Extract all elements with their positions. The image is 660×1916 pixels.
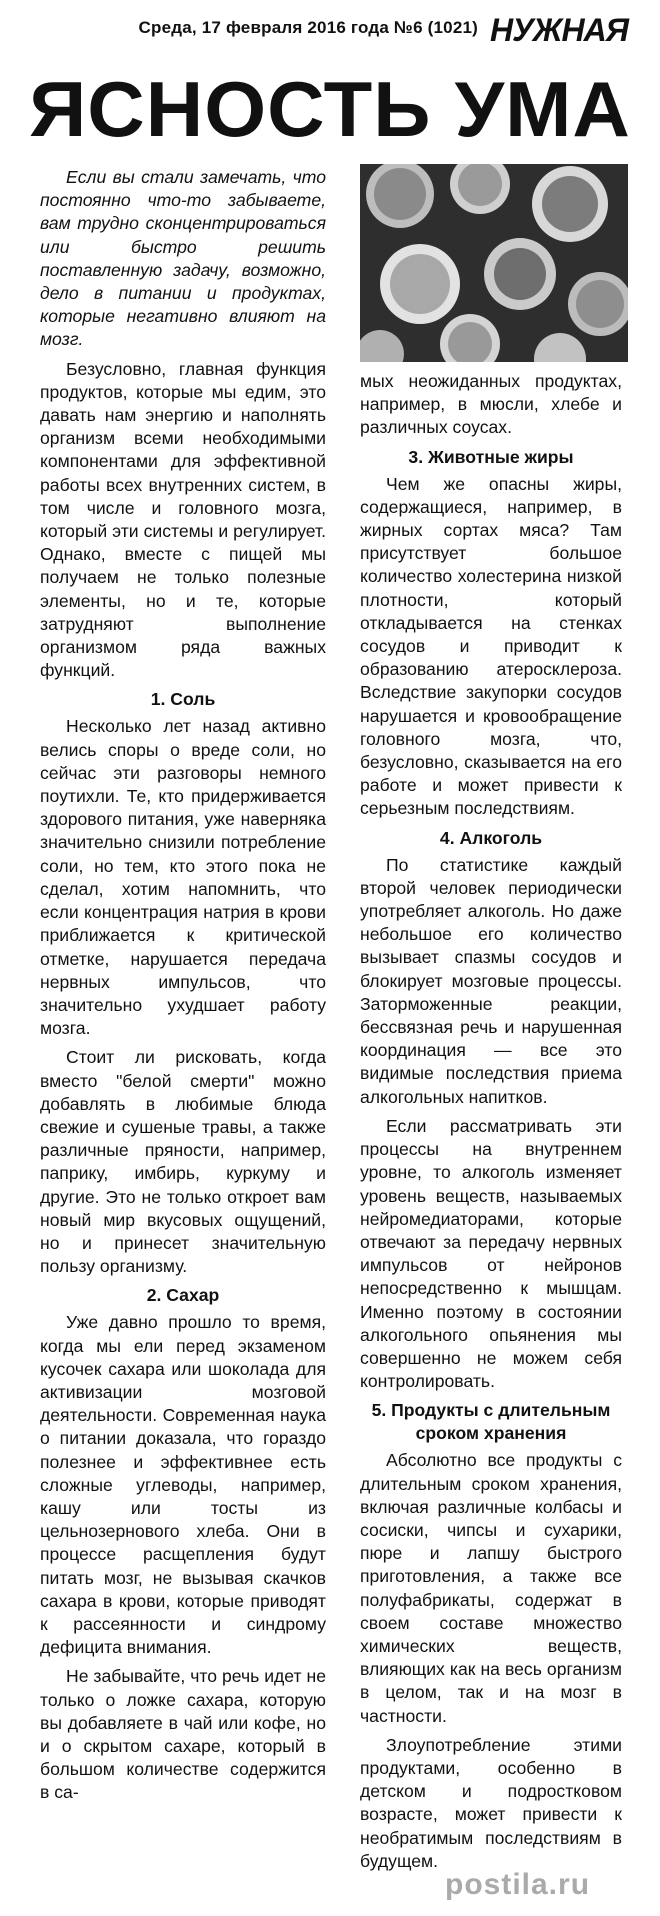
newspaper-logo — [490, 8, 640, 50]
article-intro: Безусловно, главная функция продуктов, которые мы едим, это давать нам энергию и наполнять организм всеми необходимыми компонентами для эффективной работы всех внутренних систем, в том числе и головного мозга, который эти системы и регулирует. Однако, вместе с пищей мы получаем не только полезные элементы, но и те, которые затрудняют выполнение организмом ряда важных функций. — [40, 358, 326, 681]
section-heading-salt: 1. Соль — [150, 689, 216, 710]
issue-date: Среда, 17 февраля 2016 года №6 (1021) — [138, 18, 478, 37]
column-left — [40, 166, 326, 1811]
paragraph: Стоит ли рисковать, когда вместо "белой смерти" можно добавлять в любимые блюда свежие и сушеные травы, а также различные пряности, например, паприку, имбирь, куркуму и другие. Это не только откроет вам новый мир вкусовых ощущений, но и принесет значительную пользу организму. — [40, 1047, 326, 1277]
paragraph-continued: мых неожиданных продуктах, например, в мюсли, хлебе и различных соусах. — [360, 371, 622, 438]
section-heading-fats: 3. Животные жиры — [408, 446, 574, 467]
paragraph: Злоупотребление этими продуктами, особенно в детском и подростковом возрасте, может привести к необратимым последствиям в будущем. — [360, 1734, 622, 1871]
paragraph: Если рассматривать эти процессы на внутреннем уровне, то алкоголь изменяет уровень веществ, называемых нейромедиаторами, которые отвечают за передачу нервных импульсов от нейронов непосредственно к мышцам. Именно поэтому в состоянии алкогольного опьянения мы совершенно не можем себя контролировать. — [360, 1115, 622, 1392]
section-heading-long-shelf-life: 5. Продукты с длительным сроком хранения — [371, 1400, 611, 1444]
paragraph: Абсолютно все продукты с длительным сроком хранения, включая различные колбасы и сосиски, чипсы и сухарики, пюре и лапшу быстрого приготовления, а также все полуфабрикаты, содержат в своем составе множество химических веществ, влияющих как на весь организм в целом, так и на мозг в частности. — [360, 1450, 622, 1726]
paragraph: По статистике каждый второй человек периодически употребляет алкоголь. Но даже небольшое его количество вызывает спазмы сосудов и блокирует мозговые процессы. Заторможенные реакции, бессвязная речь и нарушенная координация — все это видимые последствия приема алкогольных напитков. — [360, 854, 622, 1107]
article-title: ЯСНОСТЬ УМА — [29, 65, 631, 153]
section-heading-sugar: 2. Сахар — [146, 1285, 220, 1306]
newspaper-name: НУЖНАЯ — [490, 12, 628, 48]
paragraph: Несколько лет назад активно велись споры о вреде соли, но сейчас эти разговоры немного поутихли. Те, кто придерживается здорового питания, уже наверняка значительно снизили потребление соли, но тем, кто этого пока не сделал, хотим напомнить, что если концентрация натрия в крови приближается к критической отметке, нарушается передача нервных импульсов, что значительно ухудшает работу мозга. — [40, 716, 326, 1039]
paragraph: Чем же опасны жиры, содержащиеся, например, в жирных сортах мяса? Там присутствует большое количество холестерина низкой плотности, который откладывается на стенках сосудов и приводит к образованию атеросклероза. Вследствие закупорки сосудов нарушается и кровообращение головного мозга, что, безусловно, сказывается на его работе и может привести к серьезным последствиям. — [360, 473, 622, 819]
watermark-logo: postila.ru — [445, 1868, 591, 1901]
paragraph: Уже давно прошло то время, когда мы ели перед экзаменом кусочек сахара или шоколада для активизации мозговой деятельности. Современная наука о питании доказала, что гораздо полезнее и эффективнее есть сложные углеводы, например, кашу или тосты из цельнозернового хлеба. Они в процессе расщепления будут питать мозг, не вызывая скачков сахара в крови, которые приводят к рассеянности и синдрому дефицита внимания. — [40, 1312, 326, 1658]
food-bowls-photo — [360, 164, 628, 362]
column-right — [360, 370, 622, 1879]
section-heading-alcohol: 4. Алкоголь — [439, 827, 543, 848]
article-lede: Если вы стали замечать, что постоянно что-то забываете, вам трудно сконцентрироваться или быстро решить поставленную задачу, возможно, дело в питании и продуктах, которые негативно влияют на мозг. — [40, 167, 326, 350]
paragraph: Не забывайте, что речь идет не только о ложке сахара, которую вы добавляете в чай или кофе, но и о скрытом сахаре, который в большом количестве содержится в са- — [40, 1666, 326, 1803]
masthead — [40, 8, 640, 52]
